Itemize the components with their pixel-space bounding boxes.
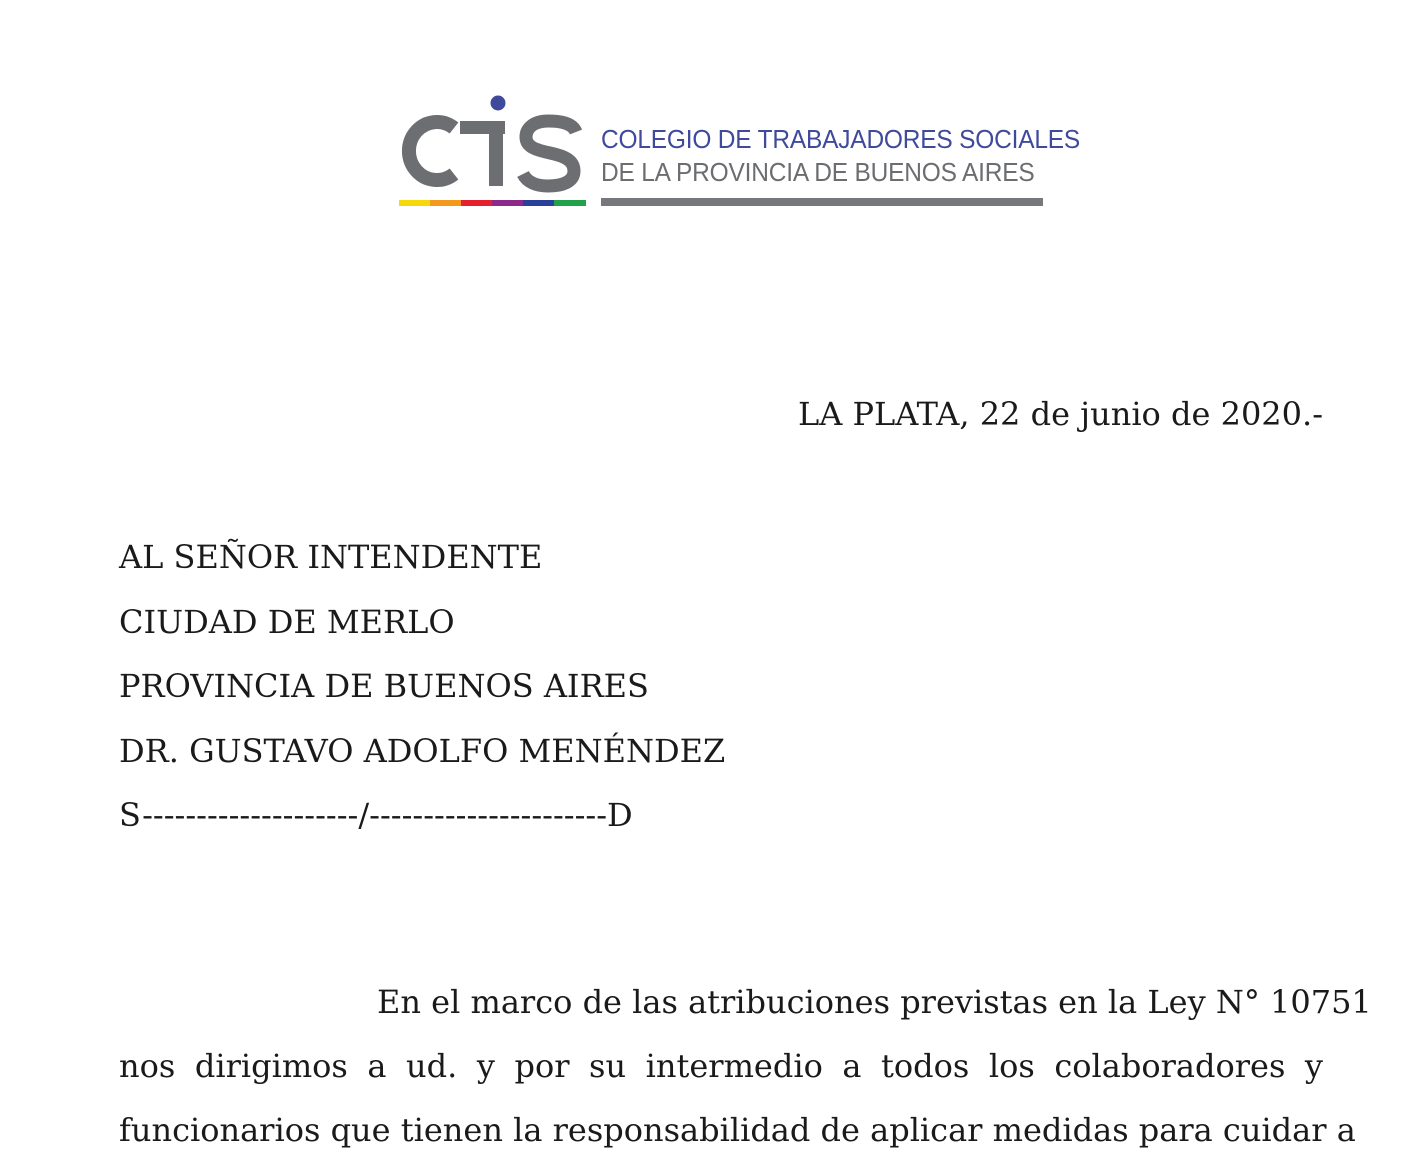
letterhead-logo — [396, 90, 1081, 210]
date-line: LA PLATA, 22 de junio de 2020.- — [797, 395, 1323, 433]
cts-logo-mark — [396, 90, 591, 210]
recipient-name: DR. GUSTAVO ADOLFO MENÉNDEZ — [119, 731, 726, 770]
body-line: funcionarios que tienen la responsabilidad de aplicar medidas para cuidar a — [119, 1111, 1356, 1149]
body-line: En el marco de las atribuciones previstas en la Ley N° 10751 — [377, 983, 1372, 1021]
organization-name — [601, 128, 1100, 186]
recipient-province: PROVINCIA DE BUENOS AIRES — [119, 667, 649, 705]
body-line: nos dirigimos a ud. y por su intermedio a todos los colaboradores y — [119, 1047, 1323, 1085]
body-paragraph — [119, 970, 1372, 1162]
org-name-line1: COLEGIO DE TRABAJADORES SOCIALES — [601, 126, 1081, 154]
salutation-line: S--------------------/----------------------D — [119, 796, 633, 834]
recipient-title: AL SEÑOR INTENDENTE — [119, 538, 543, 576]
logo-underline — [601, 198, 1043, 206]
recipient-block — [119, 525, 725, 848]
color-stripe — [399, 200, 586, 206]
recipient-city: CIUDAD DE MERLO — [119, 602, 455, 641]
org-name-line2: DE LA PROVINCIA DE BUENOS AIRES — [601, 158, 1035, 187]
